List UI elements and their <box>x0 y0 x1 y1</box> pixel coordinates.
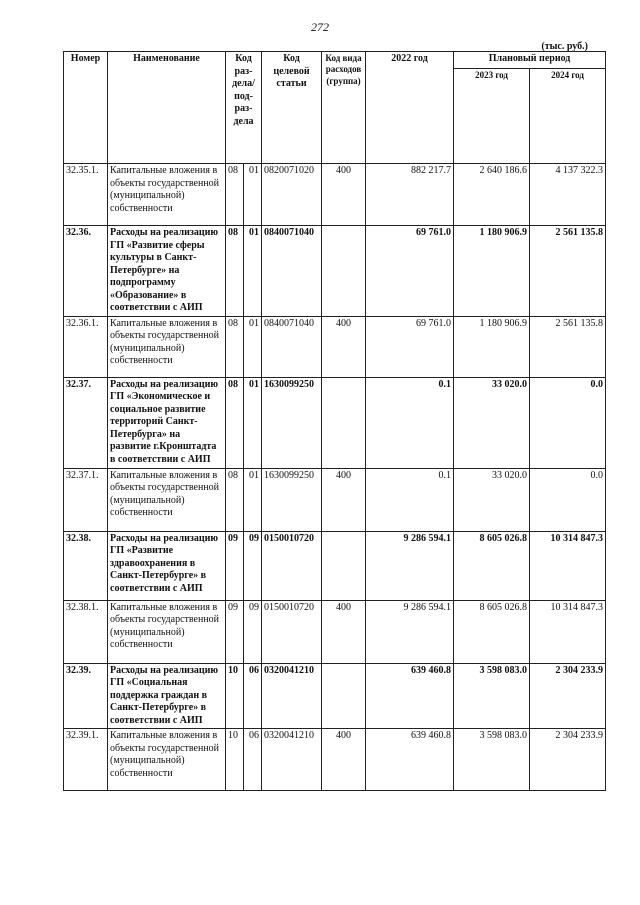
row-value-2024: 0.0 <box>530 377 606 468</box>
row-section: 08 <box>226 164 244 226</box>
row-value-2023: 33 020.0 <box>454 468 530 531</box>
row-expense-type <box>322 226 366 317</box>
row-value-2024: 2 304 233.9 <box>530 729 606 791</box>
table-row <box>64 663 606 729</box>
row-name: Расходы на реализацию ГП «Социальная поддержка граждан в Санкт-Петербурге» в соответствии с АИП <box>108 663 226 729</box>
row-subsection: 01 <box>244 377 262 468</box>
row-name: Капитальные вложения в объекты государственной (муниципальной) собственности <box>108 468 226 531</box>
row-section: 09 <box>226 600 244 663</box>
row-section: 08 <box>226 377 244 468</box>
row-value-2024: 10 314 847.3 <box>530 600 606 663</box>
units-label: (тыс. руб.) <box>541 41 588 52</box>
row-value-2022: 9 286 594.1 <box>366 600 454 663</box>
header-planned-period: Плановый период <box>454 52 606 69</box>
row-expense-type: 400 <box>322 316 366 377</box>
row-number: 32.37.1. <box>64 468 108 531</box>
row-value-2022: 639 460.8 <box>366 729 454 791</box>
table-row <box>64 316 606 377</box>
row-name: Капитальные вложения в объекты государственной (муниципальной) собственности <box>108 164 226 226</box>
row-target-code: 0150010720 <box>262 531 322 600</box>
header-target: Код целевой статьи <box>262 52 322 164</box>
row-target-code: 1630099250 <box>262 468 322 531</box>
row-number: 32.36.1. <box>64 316 108 377</box>
row-target-code: 0320041210 <box>262 729 322 791</box>
row-value-2024: 0.0 <box>530 468 606 531</box>
row-expense-type <box>322 377 366 468</box>
row-target-code: 0820071020 <box>262 164 322 226</box>
row-number: 32.37. <box>64 377 108 468</box>
row-value-2022: 0.1 <box>366 468 454 531</box>
row-number: 32.38. <box>64 531 108 600</box>
row-value-2024: 10 314 847.3 <box>530 531 606 600</box>
row-section: 10 <box>226 729 244 791</box>
table-row <box>64 729 606 791</box>
table-row <box>64 531 606 600</box>
header-name: Наименование <box>108 52 226 164</box>
row-subsection: 06 <box>244 663 262 729</box>
row-value-2023: 3 598 083.0 <box>454 663 530 729</box>
row-number: 32.39. <box>64 663 108 729</box>
page-number: 272 <box>311 20 329 34</box>
row-subsection: 01 <box>244 468 262 531</box>
table-row <box>64 600 606 663</box>
row-value-2023: 8 605 026.8 <box>454 531 530 600</box>
row-value-2024: 2 561 135.8 <box>530 226 606 317</box>
table-row <box>64 226 606 317</box>
row-target-code: 0840071040 <box>262 226 322 317</box>
row-target-code: 0150010720 <box>262 600 322 663</box>
row-section: 10 <box>226 663 244 729</box>
row-value-2024: 2 304 233.9 <box>530 663 606 729</box>
row-subsection: 01 <box>244 316 262 377</box>
row-value-2023: 33 020.0 <box>454 377 530 468</box>
row-subsection: 06 <box>244 729 262 791</box>
row-number: 32.36. <box>64 226 108 317</box>
row-target-code: 0320041210 <box>262 663 322 729</box>
row-value-2023: 1 180 906.9 <box>454 226 530 317</box>
row-value-2023: 1 180 906.9 <box>454 316 530 377</box>
row-expense-type: 400 <box>322 729 366 791</box>
row-expense-type: 400 <box>322 468 366 531</box>
row-value-2022: 69 761.0 <box>366 226 454 317</box>
row-value-2023: 3 598 083.0 <box>454 729 530 791</box>
row-expense-type: 400 <box>322 600 366 663</box>
row-value-2022: 882 217.7 <box>366 164 454 226</box>
row-subsection: 01 <box>244 164 262 226</box>
row-value-2023: 8 605 026.8 <box>454 600 530 663</box>
row-section: 08 <box>226 226 244 317</box>
row-target-code: 0840071040 <box>262 316 322 377</box>
row-target-code: 1630099250 <box>262 377 322 468</box>
budget-table <box>63 51 606 791</box>
row-number: 32.35.1. <box>64 164 108 226</box>
table-row <box>64 377 606 468</box>
table-row <box>64 468 606 531</box>
row-value-2022: 69 761.0 <box>366 316 454 377</box>
row-subsection: 09 <box>244 531 262 600</box>
row-number: 32.38.1. <box>64 600 108 663</box>
row-subsection: 01 <box>244 226 262 317</box>
row-value-2022: 639 460.8 <box>366 663 454 729</box>
header-expense-type: Код вида расходов (группа) <box>322 52 366 164</box>
row-number: 32.39.1. <box>64 729 108 791</box>
row-name: Капитальные вложения в объекты государственной (муниципальной) собственности <box>108 316 226 377</box>
row-value-2024: 2 561 135.8 <box>530 316 606 377</box>
row-value-2022: 0.1 <box>366 377 454 468</box>
header-number: Номер <box>64 52 108 164</box>
row-value-2024: 4 137 322.3 <box>530 164 606 226</box>
row-value-2022: 9 286 594.1 <box>366 531 454 600</box>
row-expense-type <box>322 663 366 729</box>
row-expense-type: 400 <box>322 164 366 226</box>
row-name: Капитальные вложения в объекты государственной (муниципальной) собственности <box>108 600 226 663</box>
row-section: 08 <box>226 316 244 377</box>
row-section: 09 <box>226 531 244 600</box>
table-row <box>64 164 606 226</box>
row-subsection: 09 <box>244 600 262 663</box>
header-2022: 2022 год <box>366 52 454 164</box>
header-2023: 2023 год <box>454 69 530 164</box>
row-name: Расходы на реализацию ГП «Развитие сферы культуры в Санкт-Петербурге» на подпрограмму «Образование» в соответствии с АИП <box>108 226 226 317</box>
header-section: Код раз-дела/ под-раз-дела <box>226 52 262 164</box>
header-2024: 2024 год <box>530 69 606 164</box>
row-name: Расходы на реализацию ГП «Развитие здравоохранения в Санкт-Петербурге» в соответствии с АИП <box>108 531 226 600</box>
row-value-2023: 2 640 186.6 <box>454 164 530 226</box>
row-expense-type <box>322 531 366 600</box>
row-section: 08 <box>226 468 244 531</box>
row-name: Расходы на реализацию ГП «Экономическое и социальное развитие территорий Санкт-Петербурга» на развитие г.Кронштадта в соответствии с АИП <box>108 377 226 468</box>
row-name: Капитальные вложения в объекты государственной (муниципальной) собственности <box>108 729 226 791</box>
